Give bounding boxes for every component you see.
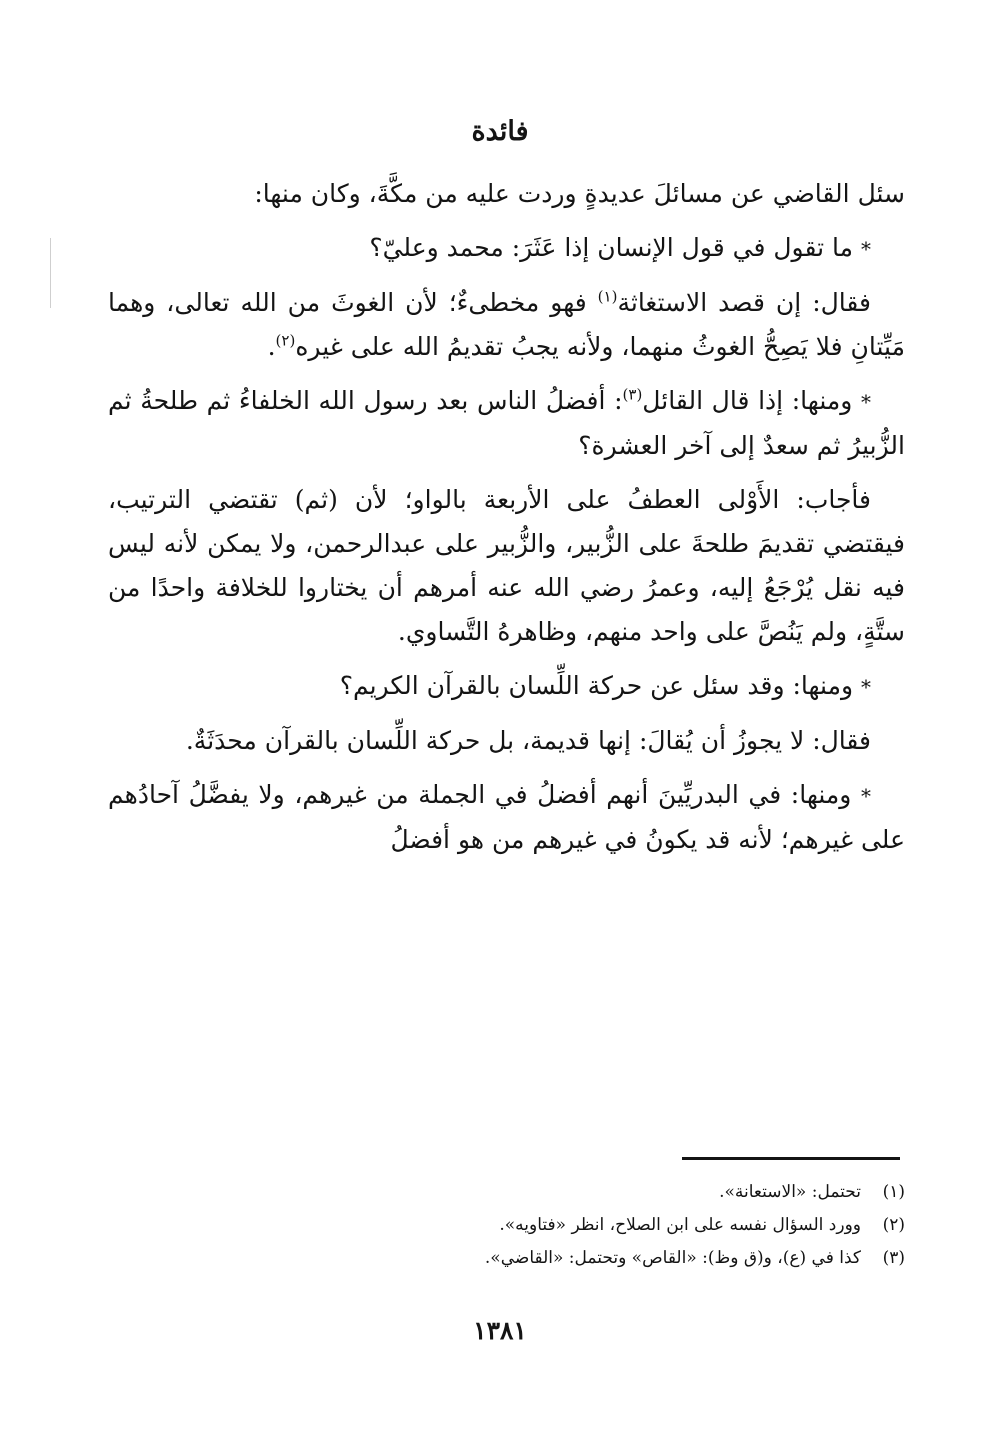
paragraph-question-2 (108, 379, 905, 468)
footnote-number: (١) (882, 1182, 905, 1202)
paragraph-intro-text: سئل القاضي عن مسائلَ عديدةٍ وردت عليه من مكَّةَ، وكان منها: (254, 179, 905, 208)
paragraph-answer-1 (108, 281, 905, 369)
question-3-text: ومنها: وقد سئل عن حركة اللِّسان بالقرآن الكريم؟ (339, 671, 854, 700)
question-2-text-b: : أفضلُ الناس بعد رسول الله الخلفاءُ ثم طلحةُ ثم الزُّبيرُ ثم سعدٌ إلى آخر العشرة؟ (108, 386, 905, 460)
answer-1-end: . (267, 332, 276, 361)
footnote-ref-2[interactable]: (٢) (275, 331, 296, 350)
question-2-text-a: ومنها: إذا قال القائل (642, 386, 853, 415)
paragraph-question-4 (108, 773, 905, 862)
footnote-text: وورد السؤال نفسه على ابن الصلاح، انظر «فتاويه». (499, 1215, 861, 1235)
section-heading: فائدة (471, 116, 529, 147)
footnote-text: تحتمل: «الاستعانة». (719, 1182, 861, 1202)
paragraph-question-3 (108, 664, 905, 709)
asterisk-icon: * (861, 237, 871, 261)
footnote-ref-3[interactable]: (٣) (622, 385, 643, 404)
body-text (108, 172, 905, 872)
answer-3-text: فقال: لا يجوزُ أن يُقالَ: إنها قديمة، بل حركة اللِّسان بالقرآن محدَثَةٌ. (185, 726, 871, 755)
footnote-text: كذا في (ع)، و(ق وظ): «القاص» وتحتمل: «القاضي». (484, 1248, 861, 1268)
footnote-item (140, 1242, 905, 1275)
paragraph-answer-3 (108, 719, 905, 763)
asterisk-icon: * (861, 390, 871, 414)
page-number: ١٣٨١ (473, 1316, 527, 1345)
asterisk-icon: * (861, 784, 871, 808)
paragraph-question-1 (108, 226, 905, 271)
margin-mark (50, 238, 51, 308)
asterisk-icon: * (861, 675, 871, 699)
paragraph-answer-2 (108, 478, 905, 654)
answer-1-text-a: فقال: إن قصد الاستغاثة (617, 288, 871, 317)
answer-2-text: فأجاب: الأَوْلى العطفُ على الأربعة بالواو؛ لأن (ثم) تقتضي الترتيب، فيقتضي تقديمَ طلحةَ على الزُّبير، والزُّبير على عبدالرحمن، ولا يمكن لأنه ليس فيه نقل يُرْجَعُ إليه، وعمرُ رضي الله عنه أمرهم أن يختاروا للخلافة واحدًا من ستَّةٍ، ولم يَنُصَّ على واحد منهم، وظاهرهُ التَّساوي. (108, 485, 906, 646)
paragraph-intro (108, 172, 905, 216)
footnotes (140, 1176, 905, 1275)
question-4-text: ومنها: في البدريِّينَ أنهم أفضلُ في الجملة من غيرهم، ولا يفضَّلُ آحادُهم على غيرهم؛ لأنه قد يكونُ في غيرهم من هو أفضلُ (108, 780, 905, 854)
footnote-number: (٣) (882, 1248, 905, 1268)
footnote-number: (٢) (882, 1215, 905, 1235)
question-1-text: ما تقول في قول الإنسان إذا عَثَرَ: محمد وعليّ؟ (369, 233, 854, 262)
footnote-ref-1[interactable]: (١) (597, 287, 618, 306)
footnote-item (140, 1209, 905, 1242)
footnote-item (140, 1176, 905, 1209)
footnote-divider (682, 1157, 900, 1160)
answer-1-text-b: فهو مخطىءٌ؛ لأن الغوثَ من الله تعالى، وهما مَيِّتانِ فلا يَصِحُّ الغوثُ منهما، ولأنه يجبُ تقديمُ الله على غيره (108, 288, 905, 361)
